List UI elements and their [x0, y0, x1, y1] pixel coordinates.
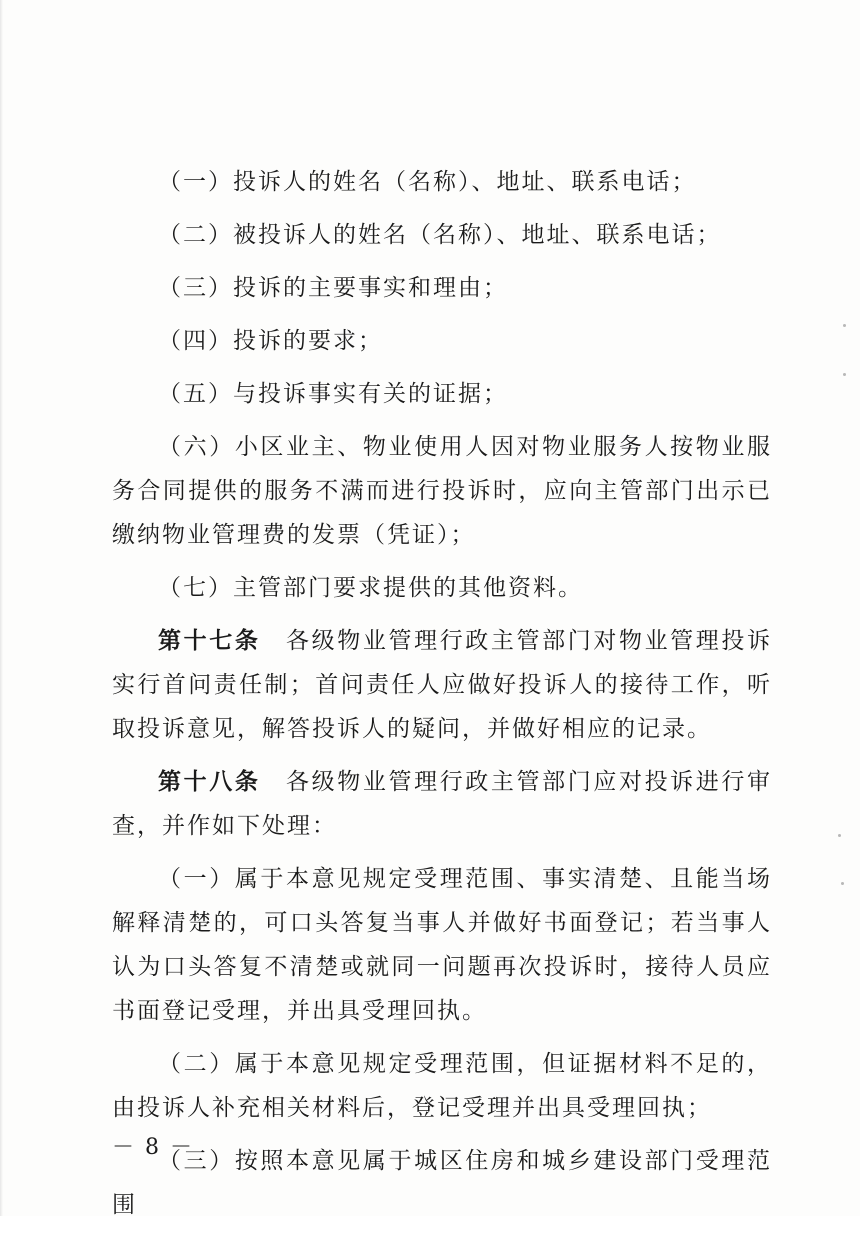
paragraph-1: （一）投诉人的姓名（名称）、地址、联系电话； [158, 169, 697, 195]
paragraph-4: （四）投诉的要求； [158, 328, 383, 354]
scan-speck [843, 324, 846, 327]
paragraph-18-2: （二）属于本意见规定受理范围，但证据材料不足的，由投诉人补充相关材料后，登记受理并出具受理回执； [112, 1051, 772, 1121]
article-18-text: 各级物业管理行政主管部门应对投诉进行审查，并作如下处理： [112, 769, 773, 839]
scan-speck [838, 834, 841, 837]
article-17-text: 各级物业管理行政主管部门对物业管理投诉实行首问责任制；首问责任人应做好投诉人的接待工作，听取投诉意见，解答投诉人的疑问，并做好相应的记录。 [112, 628, 773, 742]
paragraph-6: （六）小区业主、物业使用人因对物业服务人按物业服务合同提供的服务不满而进行投诉时，应向主管部门出示已缴纳物业管理费的发票（凭证）； [112, 434, 772, 548]
paragraph-18-3: （三）按照本意见属于城区住房和城乡建设部门受理范围 [112, 1148, 772, 1218]
paragraph-2: （二）被投诉人的姓名（名称）、地址、联系电话； [158, 222, 722, 248]
article-17 [112, 619, 772, 751]
page-number: － 8 － [112, 1135, 194, 1160]
article-18-number: 第十八条 [158, 768, 261, 795]
paragraph-3: （三）投诉的主要事实和理由； [158, 275, 508, 301]
scan-edge-shadow [0, 0, 3, 1216]
paragraph-7: （七）主管部门要求提供的其他资料。 [158, 575, 583, 601]
scan-speck [843, 373, 846, 376]
paragraph-5: （五）与投诉事实有关的证据； [158, 381, 508, 407]
document-body [112, 160, 772, 1236]
article-17-number: 第十七条 [158, 627, 261, 654]
paragraph-18-1: （一）属于本意见规定受理范围、事实清楚、且能当场解释清楚的，可口头答复当事人并做好书面登记；若当事人认为口头答复不清楚或就同一问题再次投诉时，接待人员应书面登记受理，并出具受理回执。 [112, 866, 772, 1024]
article-18 [112, 760, 772, 848]
scan-speck [841, 882, 844, 885]
